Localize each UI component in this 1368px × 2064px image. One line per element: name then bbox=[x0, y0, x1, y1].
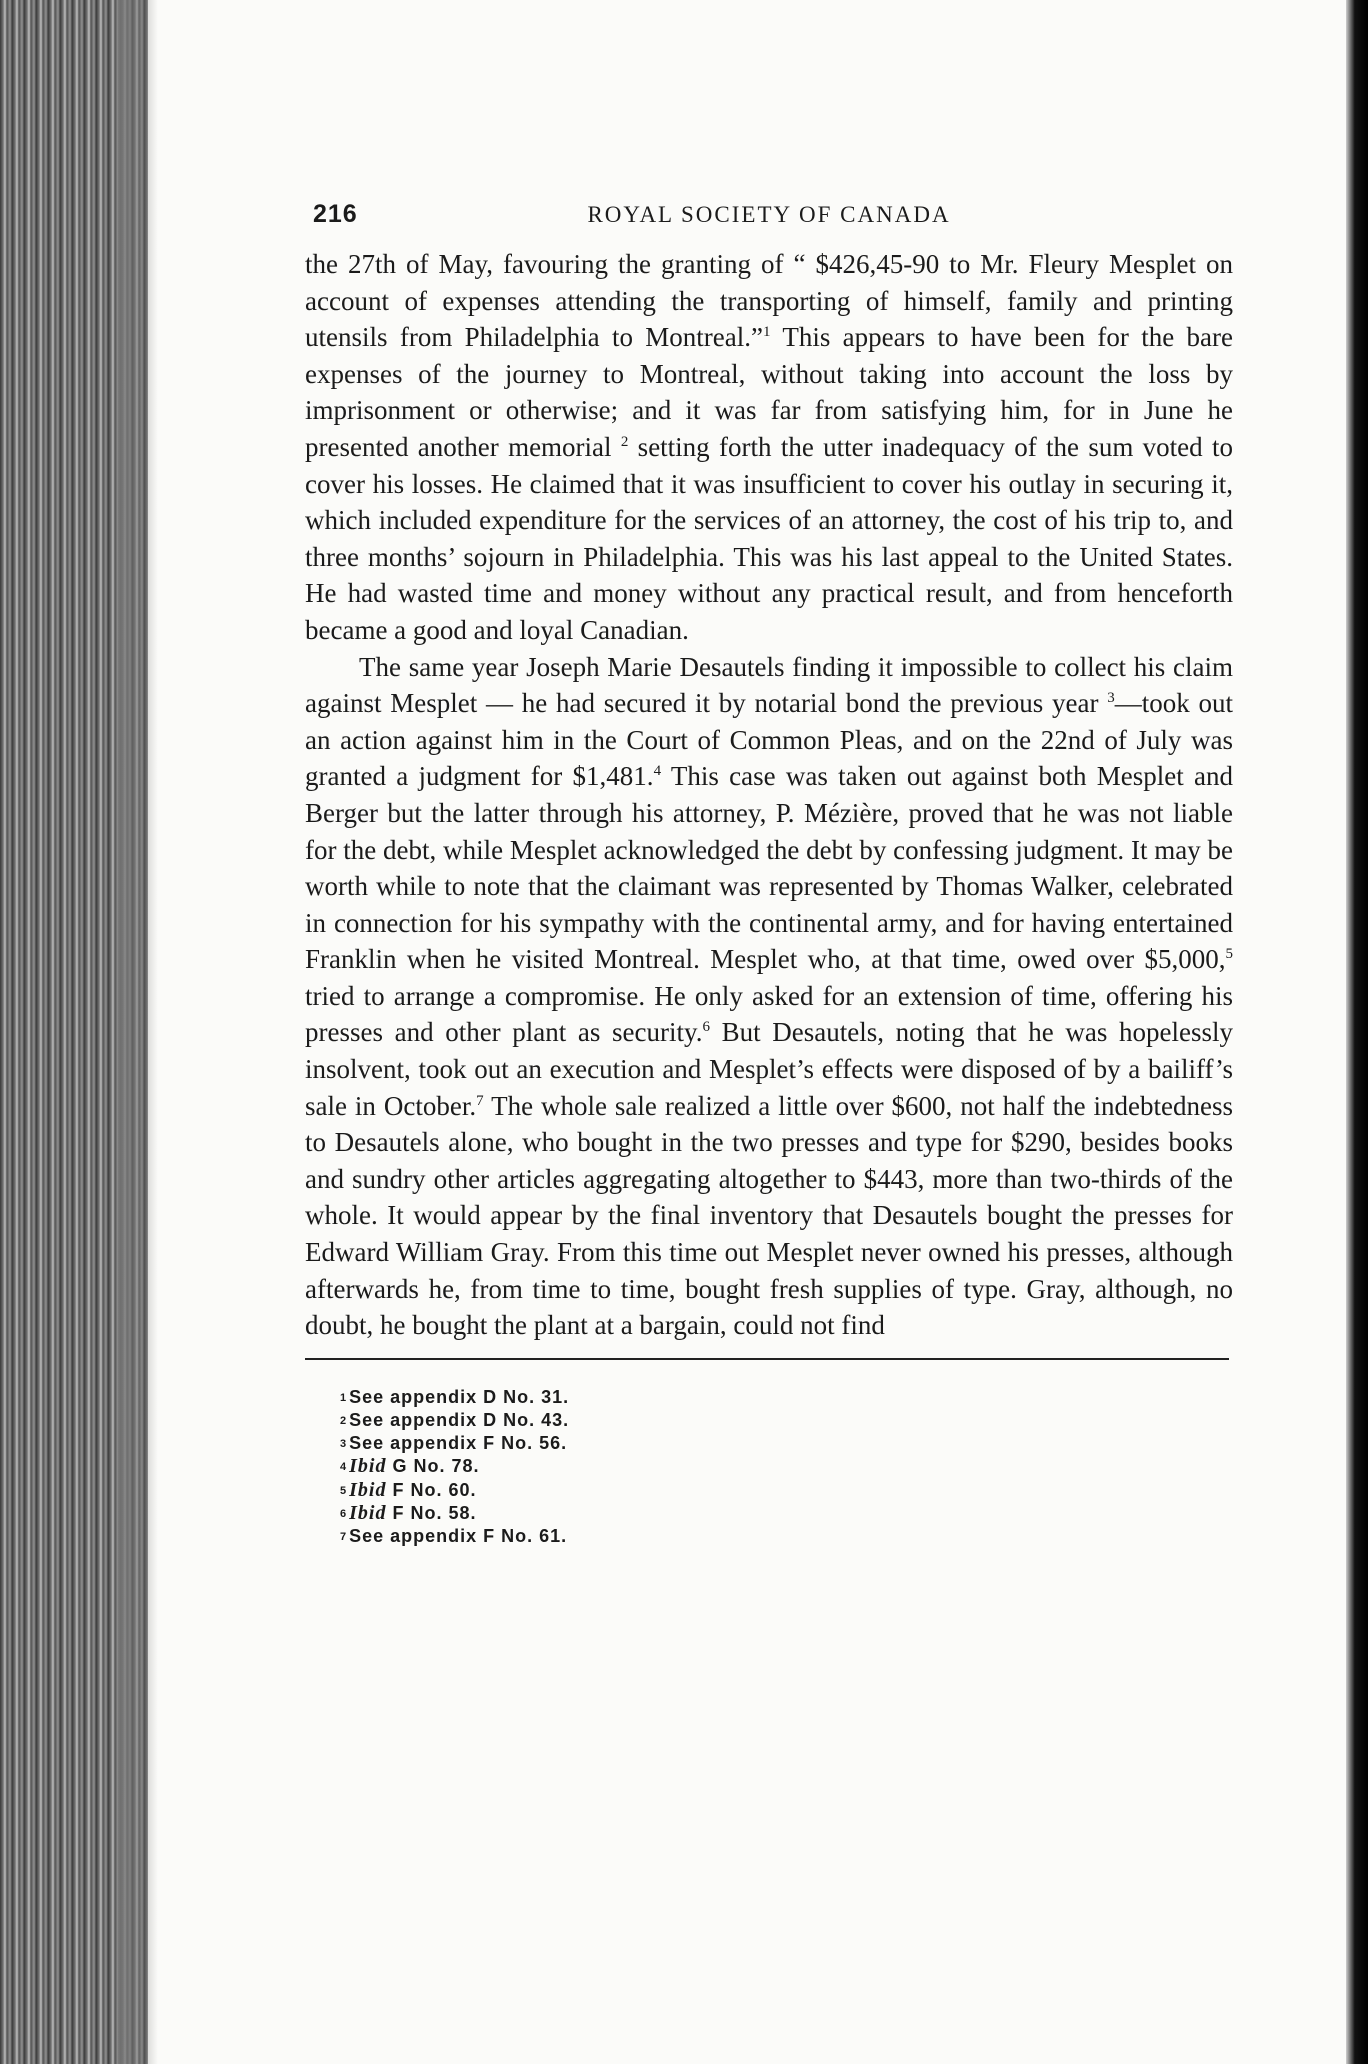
footnote-number: 2 bbox=[340, 1415, 348, 1428]
binding-shadow bbox=[118, 0, 158, 2064]
footnote-ref-7: 7 bbox=[476, 1092, 484, 1109]
footnote-number: 7 bbox=[340, 1531, 348, 1544]
footnote-text: F No. 58. bbox=[386, 1502, 477, 1523]
page-content bbox=[305, 200, 1233, 1548]
footnote-text: F No. 60. bbox=[386, 1479, 477, 1500]
paragraph-1-text-2: This appears to have been for the bare expenses of the journey to Montreal, without taking into account the loss by imprisonment or otherwise; and it was far from satisfying him, for in June he presented another memorial bbox=[305, 322, 1233, 462]
paragraph-1-text-1: the 27th of May, favouring the granting of “ $426,45-90 to Mr. Fleury Mesplet on account of expenses attending the transporting of himself, family and printing utensils from Philadelphia to Montreal.” bbox=[305, 249, 1233, 353]
footnote-text: See appendix F No. 61. bbox=[349, 1526, 568, 1547]
paragraph-2-text-1: The same year Joseph Marie Desautels finding it impossible to collect his claim against Mesplet — he had secured it by notarial bond the previous year bbox=[305, 651, 1233, 719]
footnote-number: 6 bbox=[340, 1507, 348, 1520]
footnote-text: See appendix D No. 31. bbox=[349, 1386, 570, 1407]
footnote-item bbox=[340, 1432, 1233, 1455]
footnote-text: See appendix F No. 56. bbox=[349, 1433, 568, 1454]
paragraph-2 bbox=[305, 649, 1233, 1344]
footnote-ref-3: 3 bbox=[1107, 690, 1115, 707]
footnote-divider bbox=[305, 1358, 1229, 1360]
body-text bbox=[305, 246, 1233, 1344]
paragraph-2-text-5: But Desautels, noting that he was hopelessly insolvent, took out an execution and Mesplet’s effects were disposed of by a bailiff’s sale in October. bbox=[305, 1017, 1233, 1121]
paragraph-2-text-4: tried to arrange a compromise. He only asked for an extension of time, offering his presses and other plant as security. bbox=[305, 980, 1233, 1048]
footnote-lead: Ibid bbox=[349, 1501, 387, 1524]
footnote-item bbox=[340, 1525, 1233, 1548]
footnote-ref-6: 6 bbox=[702, 1019, 710, 1036]
footnote-ref-1: 1 bbox=[763, 324, 771, 341]
paragraph-2-text-6: The whole sale realized a little over $600, not half the indebtedness to Desautels alone, who bought in the two presses and type for $290, besides books and sundry other articles aggregating altogether to $443, more than two-thirds of the whole. It would appear by the final inventory that Desautels bought the presses for Edward William Gray. From this time out Mesplet never owned his presses, although afterwards he, from time to time, bought fresh supplies of type. Gray, although, no doubt, he bought the plant at a bargain, could not find bbox=[305, 1090, 1234, 1341]
footnote-number: 4 bbox=[340, 1461, 348, 1474]
footnote-ref-2: 2 bbox=[620, 433, 629, 450]
footnote-text: See appendix D No. 43. bbox=[349, 1410, 570, 1431]
footnote-number: 5 bbox=[340, 1484, 348, 1497]
paragraph-1 bbox=[305, 246, 1233, 649]
footnote-item bbox=[340, 1502, 1233, 1525]
paragraph-2-text-3: This case was taken out against both Mesplet and Berger but the latter through his attorney, P. Mézière, proved that he was not liable for the debt, while Mesplet acknowledged the debt by confessing judgment. It may be worth while to note that the claimant was represented by Thomas Walker, celebrated in connection for his sympathy with the continental army, and for having entertained Franklin when he visited Montreal. Mesplet who, at that time, owed over $5,000, bbox=[305, 761, 1233, 975]
page-right-edge bbox=[1346, 0, 1368, 2064]
footnote-number: 1 bbox=[340, 1391, 348, 1404]
footnote-ref-4: 4 bbox=[653, 763, 662, 780]
paragraph-2-text-2: —took out an action against him in the Court of Common Pleas, and on the 22nd of July was granted a judgment for $1,481. bbox=[305, 688, 1233, 792]
footnote-item bbox=[340, 1455, 1233, 1478]
footnote-item bbox=[340, 1479, 1233, 1502]
paragraph-1-text-3: setting forth the utter inadequacy of the sum voted to cover his losses. He claimed that it was insufficient to cover his outlay in securing it, which included expenditure for the services of an attorney, the cost of his trip to, and three months’ sojourn in Philadelphia. This was his last appeal to the United States. He had wasted time and money without any practical result, and from henceforth became a good and loyal Canadian. bbox=[305, 431, 1233, 645]
footnote-item bbox=[340, 1386, 1233, 1409]
footnote-number: 3 bbox=[340, 1438, 348, 1451]
page-number: 216 bbox=[313, 200, 358, 228]
running-title: ROYAL SOCIETY OF CANADA bbox=[587, 202, 951, 227]
footnote-text: G No. 78. bbox=[386, 1456, 480, 1477]
footnotes bbox=[305, 1386, 1233, 1548]
footnote-item bbox=[340, 1409, 1233, 1432]
running-head bbox=[305, 200, 1233, 240]
footnote-lead: Ibid bbox=[349, 1455, 387, 1478]
footnote-ref-5: 5 bbox=[1225, 946, 1233, 963]
footnote-lead: Ibid bbox=[349, 1478, 387, 1501]
